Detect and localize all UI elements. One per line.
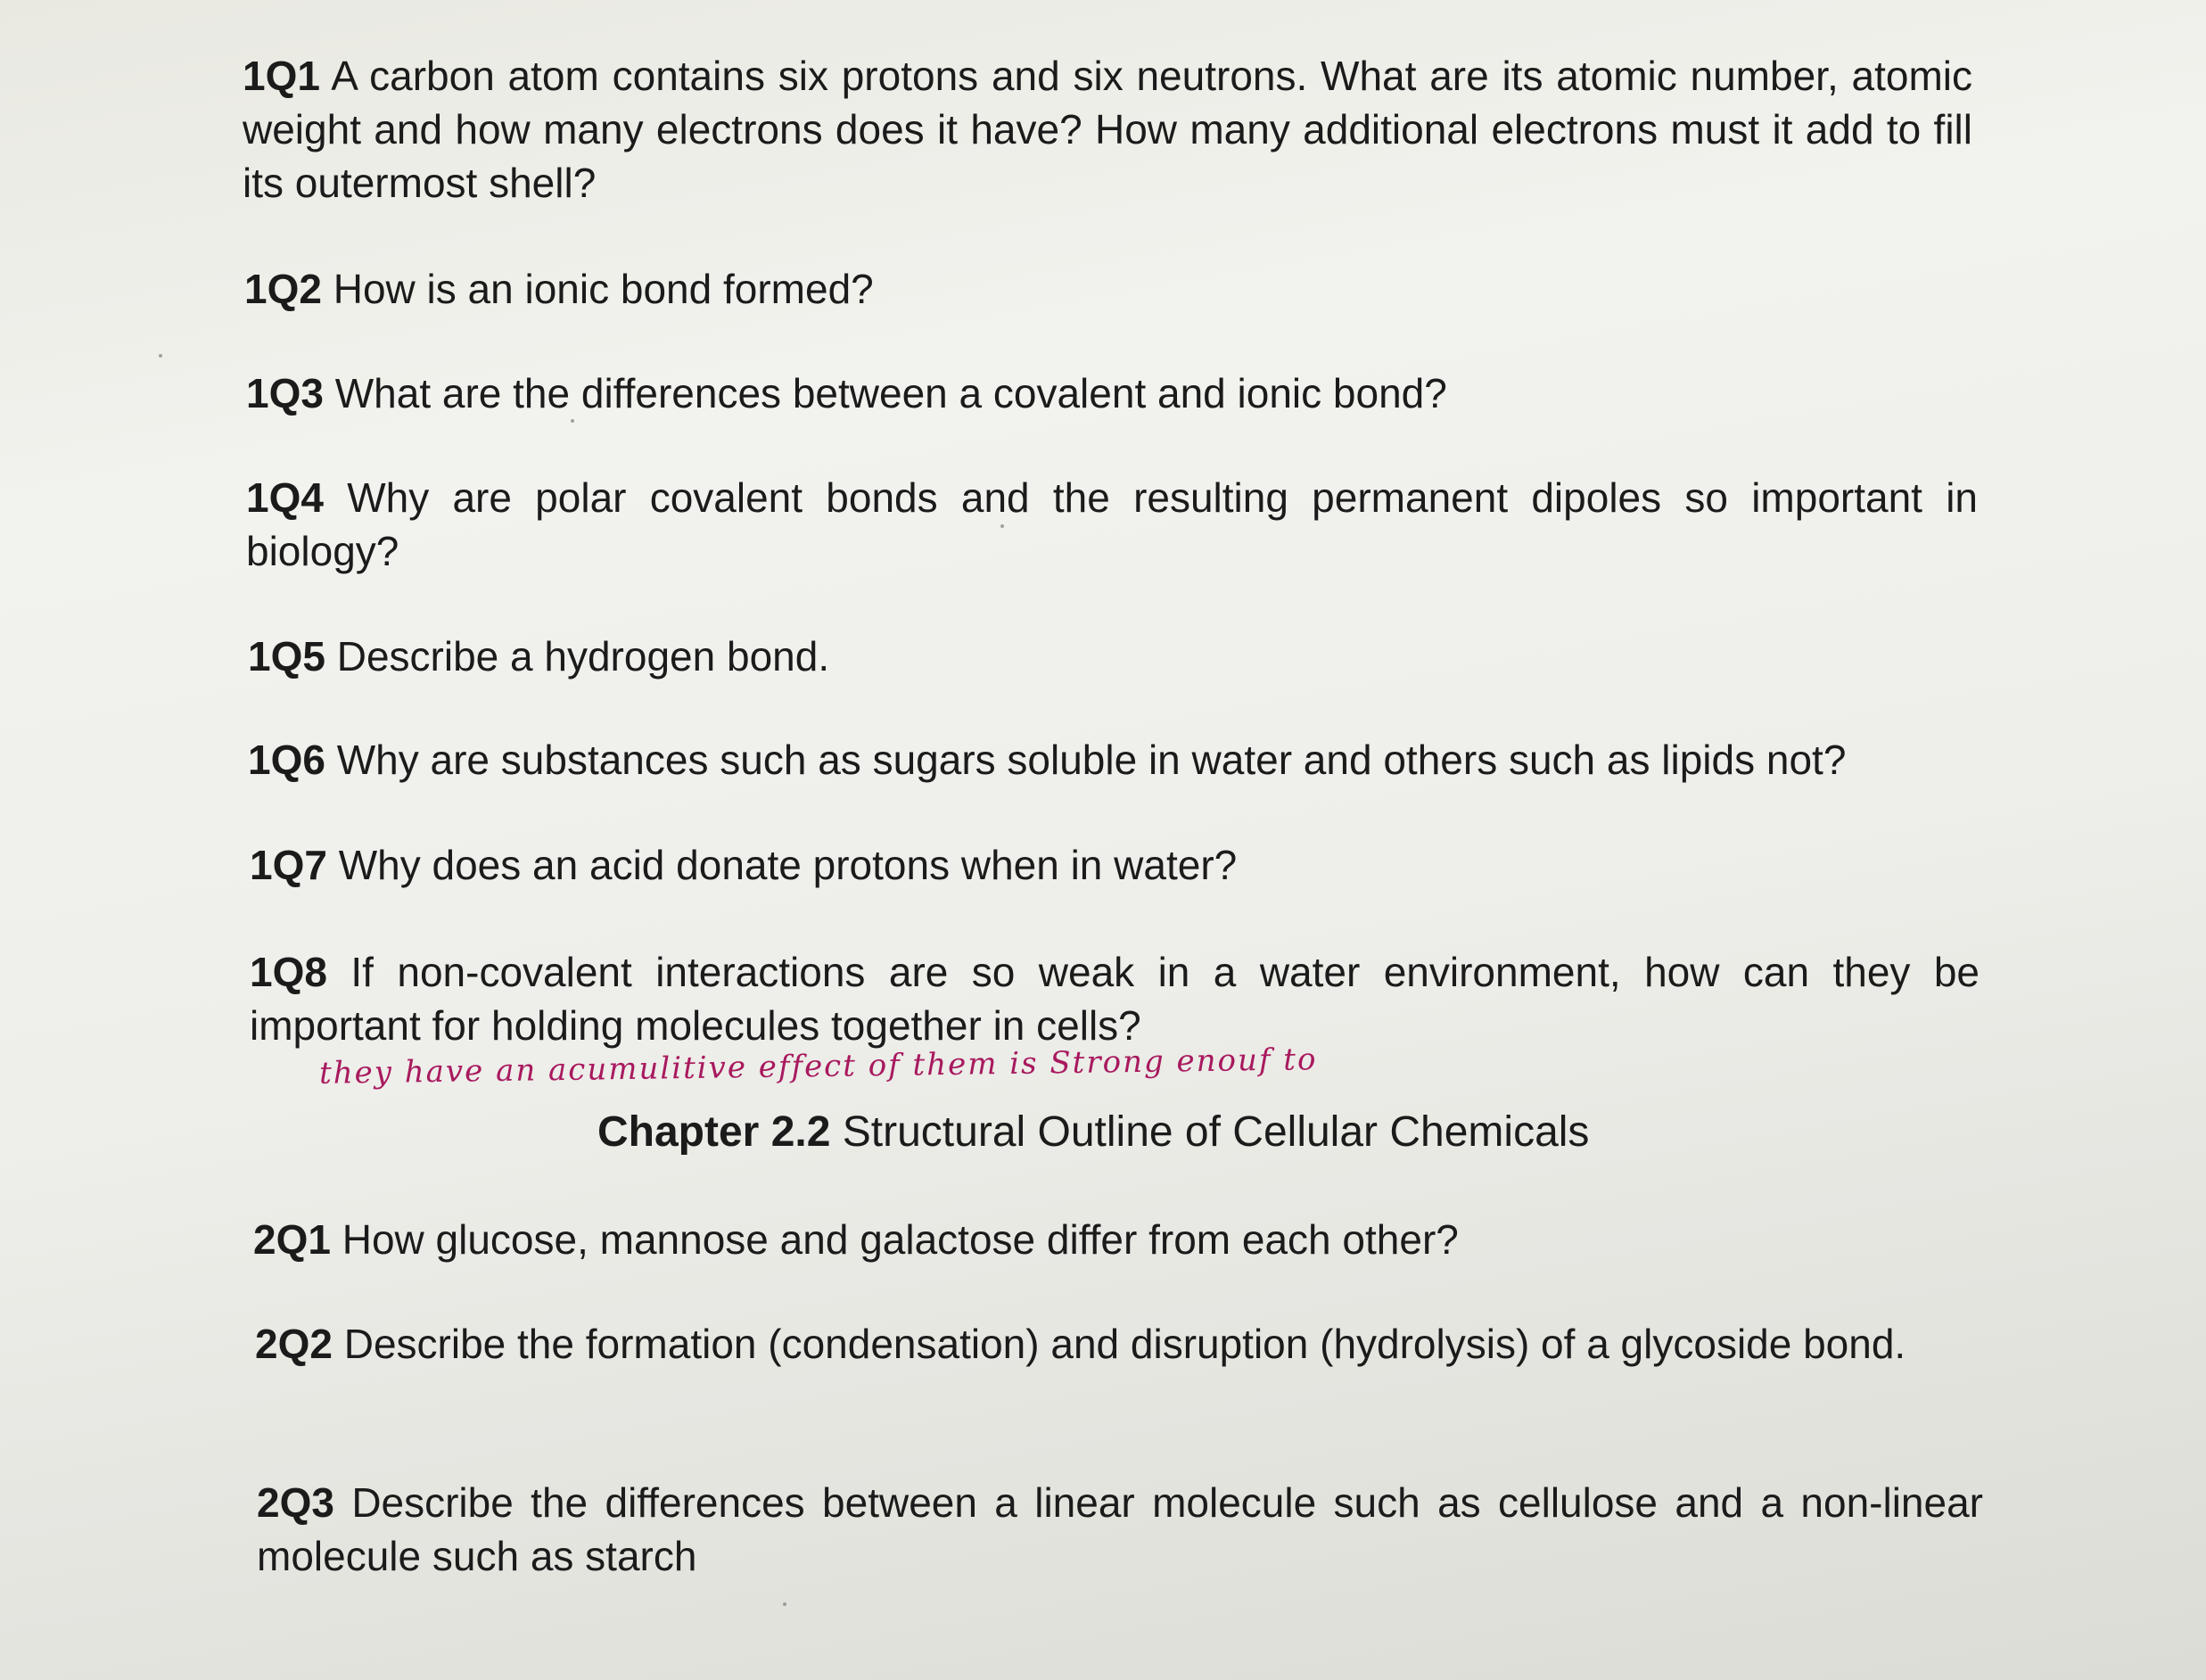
question-text: Describe the differences between a linear molecule such as cellulose and a non-linear molecule such as starch — [257, 1479, 1983, 1579]
question-number: 1Q7 — [250, 842, 327, 888]
chapter-heading — [597, 1106, 1589, 1159]
question-number: 1Q5 — [248, 633, 325, 679]
question-1q4 — [246, 471, 1978, 578]
question-2q2 — [255, 1317, 1980, 1371]
question-number: 2Q3 — [257, 1479, 334, 1526]
chapter-title: Structural Outline of Cellular Chemicals — [842, 1108, 1590, 1156]
question-2q3 — [257, 1476, 1983, 1583]
paper-speck — [571, 419, 574, 423]
question-number: 1Q1 — [243, 53, 320, 99]
question-number: 1Q8 — [250, 949, 327, 995]
question-number: 1Q4 — [246, 474, 324, 521]
question-1q3 — [246, 366, 1976, 420]
question-text: If non-covalent interactions are so weak in a water environment, how can they be important for holding molecules together in cells? — [250, 949, 1980, 1049]
question-1q5 — [248, 630, 1978, 683]
paper-speck — [159, 354, 162, 358]
question-1q1 — [243, 49, 1972, 210]
question-1q2 — [244, 262, 1974, 316]
question-number: 1Q6 — [248, 737, 325, 783]
question-number: 1Q3 — [246, 370, 324, 416]
question-2q1 — [253, 1213, 1983, 1266]
question-text: A carbon atom contains six protons and six neutrons. What are its atomic number, atomic weight and how many electrons does it have? How many additional electrons must it add to fill its outermost shell? — [243, 53, 1972, 206]
question-text: Describe a hydrogen bond. — [336, 633, 830, 679]
question-number: 1Q2 — [244, 266, 322, 312]
question-1q7 — [250, 838, 1988, 892]
question-text: What are the differences between a covalent and ionic bond? — [334, 370, 1447, 416]
question-text: Why does an acid donate protons when in water? — [338, 842, 1238, 888]
question-1q8 — [250, 945, 1980, 1052]
question-number: 2Q2 — [255, 1321, 333, 1367]
question-text: Why are polar covalent bonds and the resulting permanent dipoles so important in biology? — [246, 474, 1978, 574]
paper-speck — [783, 1602, 786, 1606]
question-text: How glucose, mannose and galactose differ from each other? — [342, 1216, 1459, 1263]
question-text: How is an ionic bond formed? — [333, 266, 874, 312]
question-text: Why are substances such as sugars soluble in water and others such as lipids not? — [336, 737, 1847, 783]
chapter-number: Chapter 2.2 — [597, 1108, 831, 1156]
handwritten-note: they have an acumulitive effect of them is Strong enouf to — [318, 1042, 1318, 1091]
question-text: Describe the formation (condensation) and disruption (hydrolysis) of a glycoside bond. — [343, 1321, 1906, 1367]
question-number: 2Q1 — [253, 1216, 331, 1263]
paper-speck — [1000, 524, 1004, 528]
question-1q6 — [248, 733, 1987, 786]
